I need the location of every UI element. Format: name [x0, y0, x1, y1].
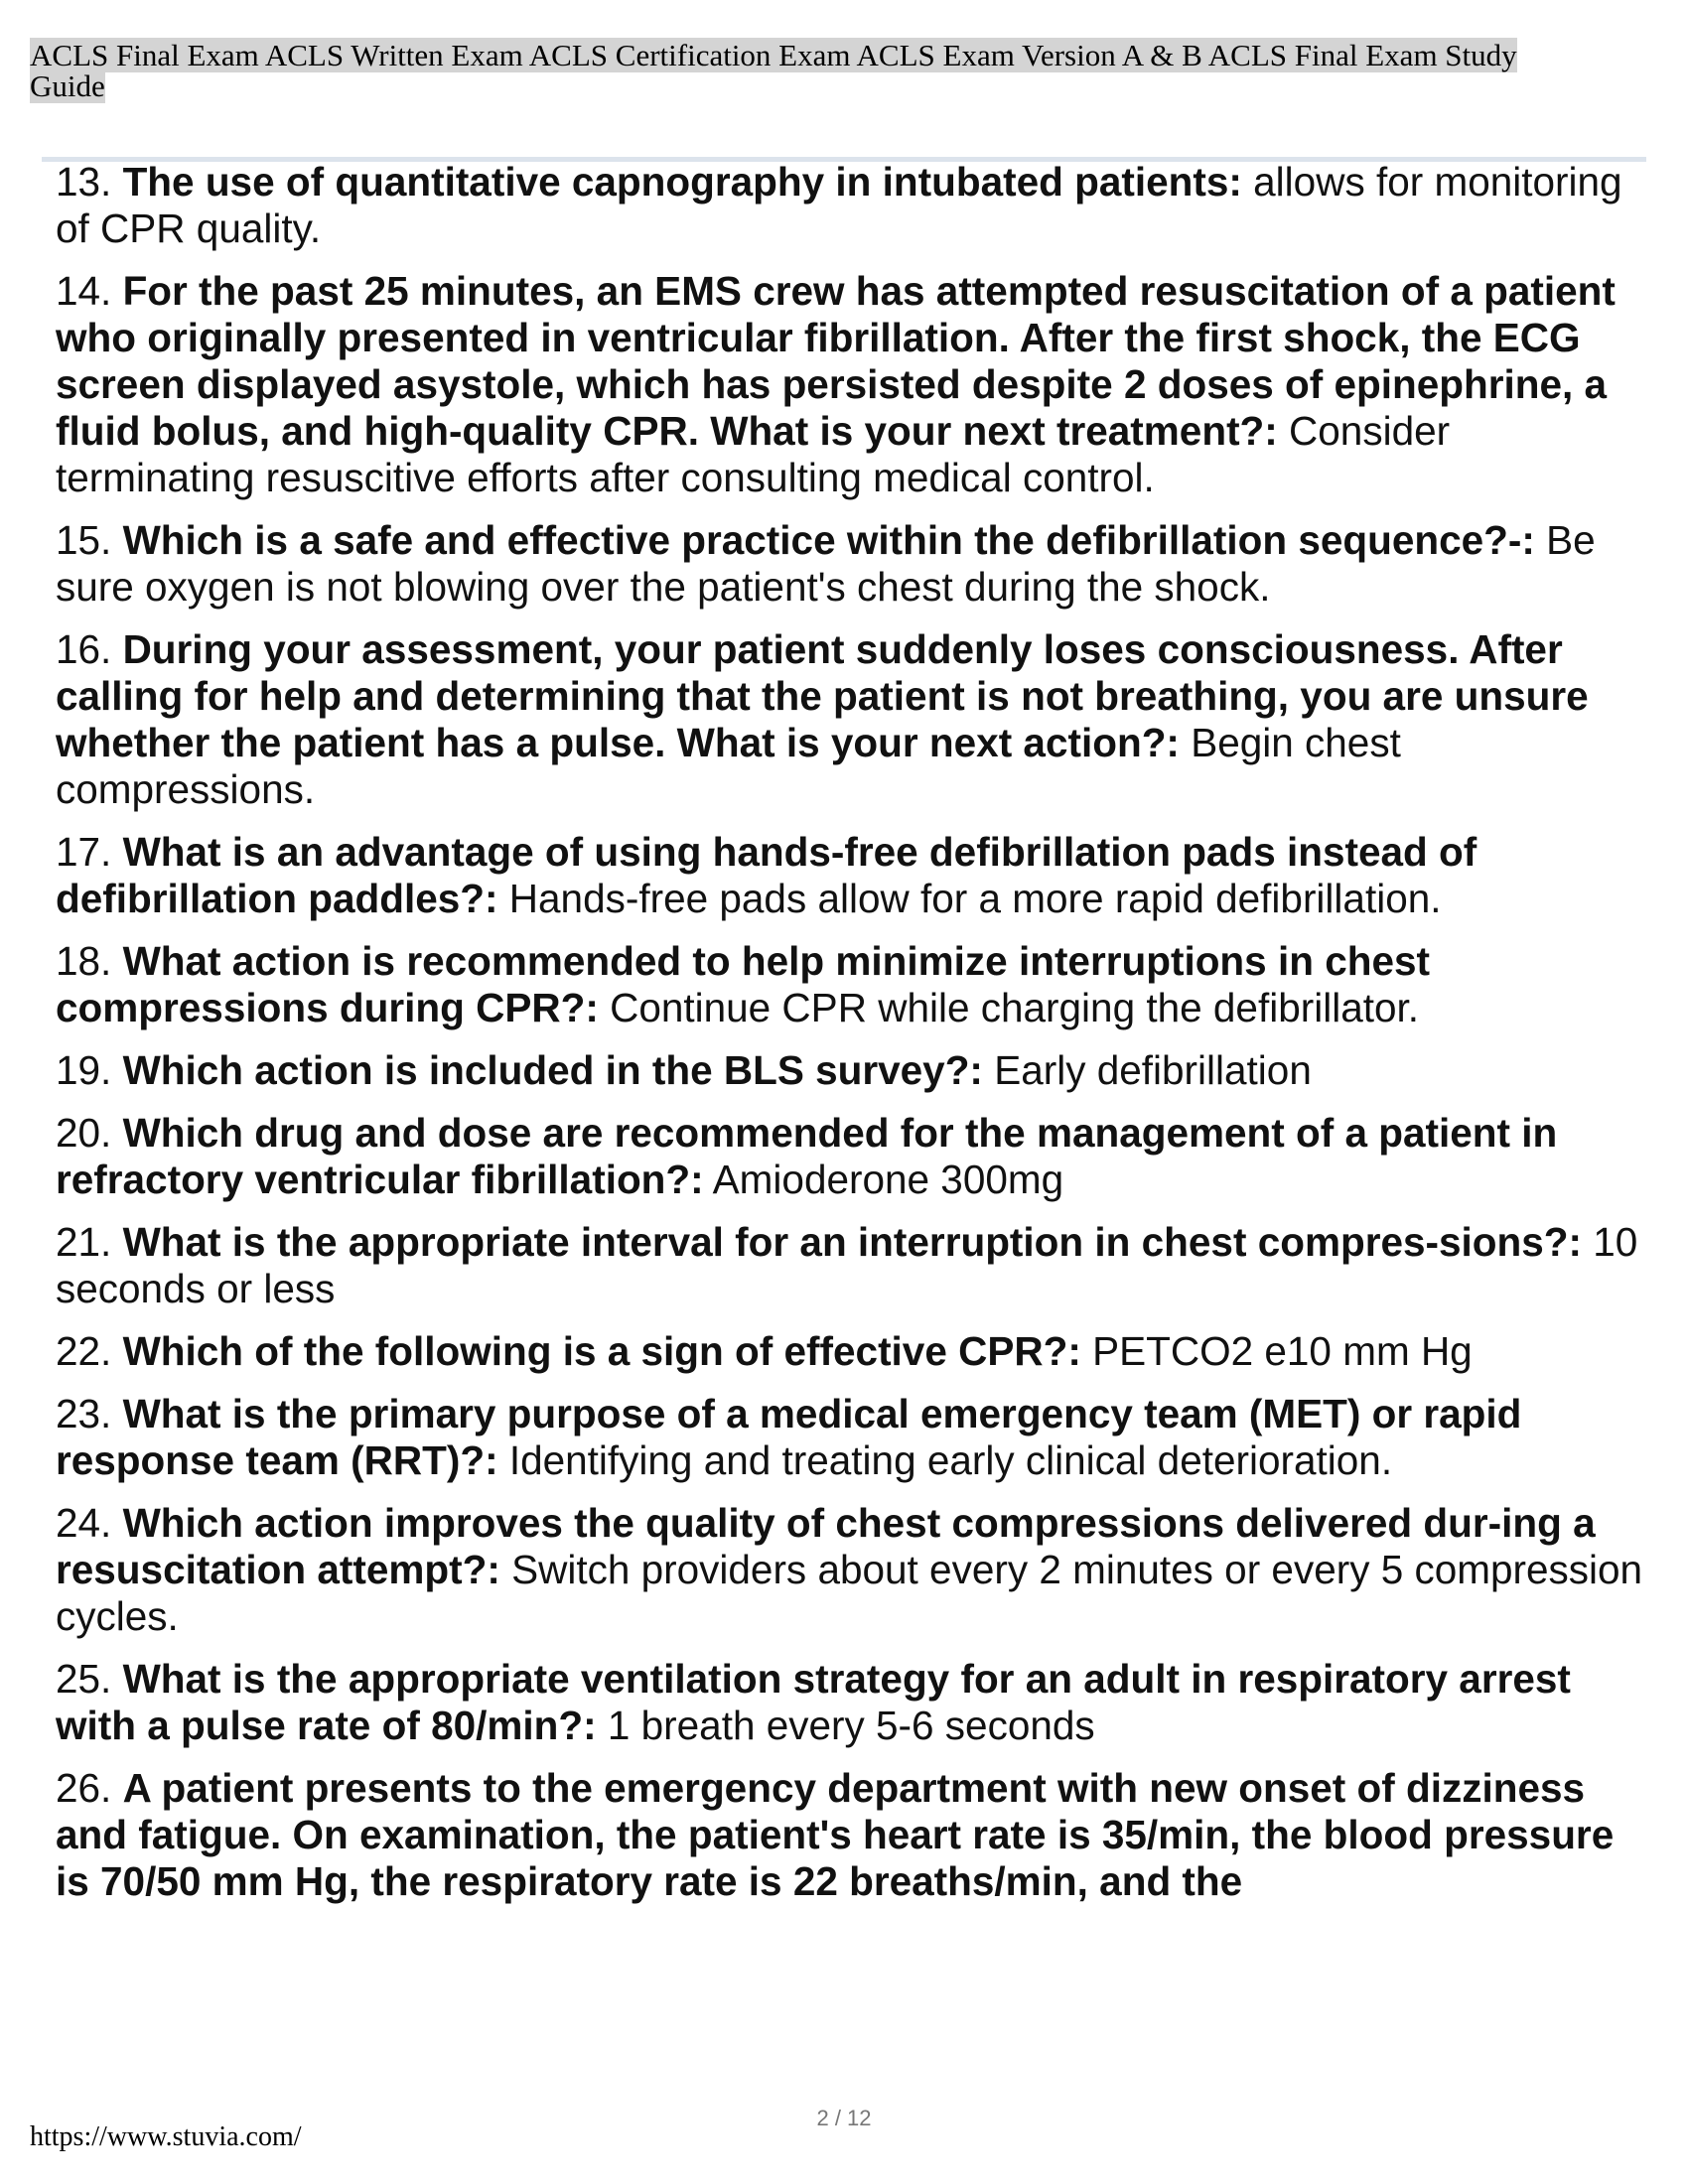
question-text: For the past 25 minutes, an EMS crew has attempted resuscitation of a patient who originally presented in ventricular fibrillation. After the first shock, the ECG screen displayed asystole, which has persisted despite 2 doses of epinephrine, a fluid bolus, and high-quality CPR. What is your next treatment?:	[56, 268, 1616, 454]
question-item-25	[56, 1656, 1646, 1749]
question-text: Which is a safe and effective practice within the defibrillation sequence?-:	[122, 517, 1535, 563]
question-number: 23.	[56, 1391, 123, 1436]
question-number: 25.	[56, 1656, 123, 1702]
question-number: 24.	[56, 1500, 123, 1546]
question-item-24	[56, 1500, 1646, 1640]
question-text: Which action improves the quality of chest compressions delivered dur-ing a resuscitation attempt?:	[56, 1500, 1596, 1592]
document-title: ACLS Final Exam ACLS Written Exam ACLS Certification Exam ACLS Exam Version A & B ACLS Final Exam Study Guide	[30, 38, 1517, 103]
question-text: Which drug and dose are recommended for the management of a patient in refractory ventricular fibrillation?:	[56, 1110, 1558, 1202]
question-number: 17.	[56, 829, 123, 875]
question-item-18	[56, 938, 1646, 1031]
answer-text: Begin chest compressions.	[56, 720, 1401, 812]
question-text: The use of quantitative capnography in intubated patients:	[122, 159, 1242, 205]
question-item-14	[56, 268, 1646, 501]
question-item-19	[56, 1047, 1646, 1094]
question-text: What action is recommended to help minimize interruptions in chest compressions during CPR?:	[56, 938, 1430, 1030]
question-text: A patient presents to the emergency department with new onset of dizziness and fatigue. On examination, the patient's heart rate is 35/min, the blood pressure is 70/50 mm Hg, the respiratory rate is 22 breaths/min, and the	[56, 1765, 1615, 1904]
question-number: 18.	[56, 938, 123, 984]
question-item-21	[56, 1219, 1646, 1312]
question-number: 13.	[56, 159, 123, 205]
question-number: 26.	[56, 1765, 123, 1811]
question-item-17	[56, 829, 1646, 922]
answer-text: 1 breath every 5-6 seconds	[596, 1703, 1095, 1748]
question-text: During your assessment, your patient suddenly loses consciousness. After calling for help and determining that the patient is not breathing, you are unsure whether the patient has a pulse. What is your next action?:	[56, 626, 1589, 765]
answer-text: Continue CPR while charging the defibrillator.	[598, 985, 1420, 1030]
question-item-23	[56, 1391, 1646, 1484]
question-text: Which action is included in the BLS survey?:	[122, 1047, 983, 1093]
question-text: What is the primary purpose of a medical emergency team (MET) or rapid response team (RRT)?:	[56, 1391, 1522, 1483]
answer-text: Consider terminating resuscitive efforts after consulting medical control.	[56, 408, 1451, 500]
question-number: 22.	[56, 1328, 123, 1374]
question-text: What is the appropriate ventilation strategy for an adult in respiratory arrest with a pulse rate of 80/min?:	[56, 1656, 1571, 1748]
question-number: 15.	[56, 517, 123, 563]
answer-text: allows for monitoring of CPR quality.	[56, 159, 1622, 251]
question-item-16	[56, 626, 1646, 813]
question-number: 19.	[56, 1047, 123, 1093]
answer-text: PETCO2 e10 mm Hg	[1080, 1328, 1473, 1374]
question-text: What is the appropriate interval for an interruption in chest compres-sions?:	[122, 1219, 1583, 1265]
document-header	[30, 40, 1589, 101]
question-item-22	[56, 1328, 1646, 1375]
question-item-13	[56, 159, 1646, 252]
answer-text: 10 seconds or less	[56, 1219, 1638, 1311]
question-text: What is an advantage of using hands-free defibrillation pads instead of defibrillation paddles?:	[56, 829, 1477, 921]
question-number: 14.	[56, 268, 123, 314]
footer-url[interactable]: https://www.stuvia.com/	[30, 2121, 302, 2152]
question-item-20	[56, 1110, 1646, 1203]
page-number: 2 / 12	[816, 2106, 872, 2130]
answer-text: Hands-free pads allow for a more rapid defibrillation.	[497, 876, 1442, 921]
answer-text: Amioderone 300mg	[703, 1157, 1064, 1202]
question-number: 21.	[56, 1219, 123, 1265]
question-item-26	[56, 1765, 1646, 1905]
answer-text: Early defibrillation	[982, 1047, 1312, 1093]
question-item-15	[56, 517, 1646, 611]
question-number: 16.	[56, 626, 123, 672]
question-number: 20.	[56, 1110, 123, 1156]
answer-text: Identifying and treating early clinical deterioration.	[497, 1437, 1393, 1483]
question-text: Which of the following is a sign of effective CPR?:	[122, 1328, 1081, 1374]
answer-text: Switch providers about every 2 minutes or every 5 compression cycles.	[56, 1547, 1643, 1639]
answer-text: Be sure oxygen is not blowing over the patient's chest during the shock.	[56, 517, 1596, 610]
question-list	[56, 159, 1646, 1921]
